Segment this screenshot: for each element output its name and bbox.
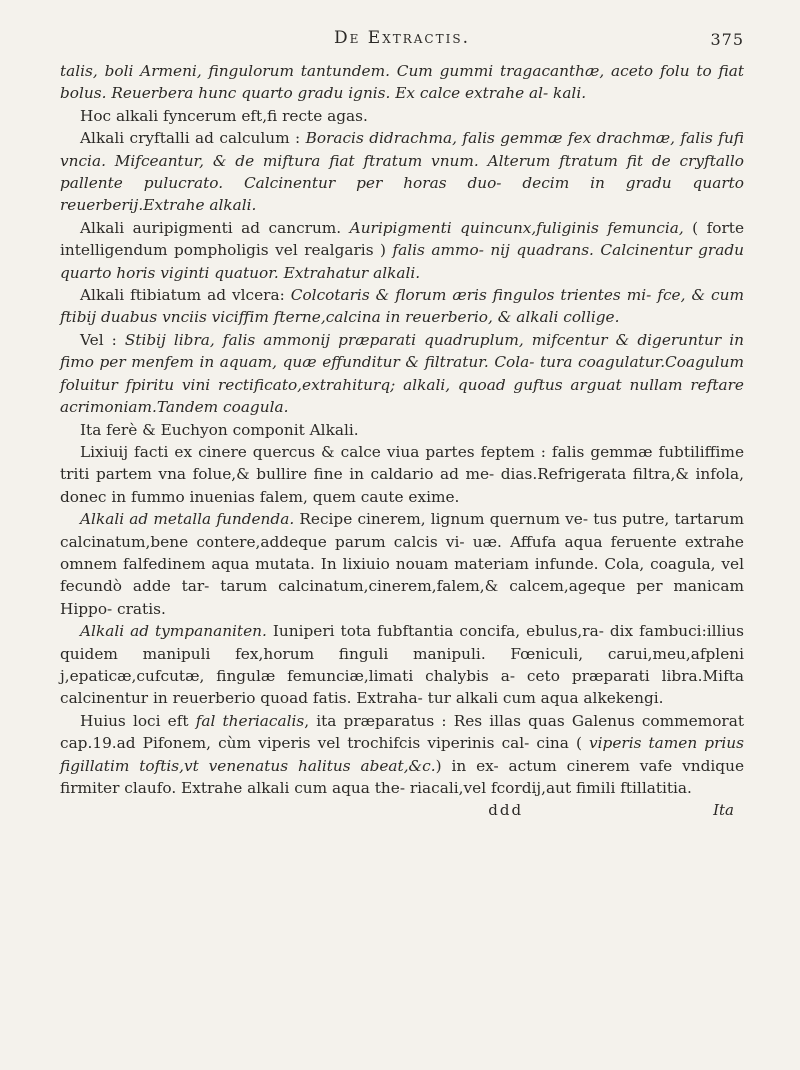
page-header [60,22,744,60]
paragraph [60,441,744,508]
page-number: 375 [710,30,744,49]
italic-text-segment: Alkali ad tympananiten. [80,622,273,641]
italic-text-segment: falis ammo- nij quadrans. Calcinentur gradu quarto horis viginti quatuor. Extrahatur alkali. [60,241,744,282]
paragraph [60,710,744,800]
paragraph [60,60,744,105]
italic-text-segment: Boracis didrachma, falis gemmæ fex drachmæ, falis fufi vncia. Mifceantur, & de miftura fiat ftratum vnum. Alterum ftratum fit de cryftallo pallente pulucrato. Calcinentur per horas duo- decim in gradu quarto reuerberij.Extrahe alkali. [60,129,744,215]
running-head: De Extractis. [333,28,470,48]
paragraph [60,329,744,419]
text-segment: Hoc alkali fyncerum eft,fi recte agas. [80,106,368,125]
italic-text-segment: Stibij libra, falis ammonij præparati quadruplum, mifcentur & digeruntur in fimo per menfem in aquam, quæ effunditur & filtratur. Cola- tura coagulatur.Coagulum foluitur fpiritu vini rectificato,extrahiturq; alkali, quoad guftus arguat nullam reftare acrimoniam.Tandem coagula. [60,330,744,417]
text-segment: Recipe cinerem, lignum quernum ve- tus putre, tartarum calcinatum,bene contere,addeque parum calcis vi- uæ. Affufa aqua feruente extrahe omnem falfedinem aqua mutata. In lixiuio nouam materiam infunde. Cola, coagula, vel fecundò adde tar- tarum calcinatum,cinerem,falem,& calcem,ageque per manicam Hippo- cratis. [60,510,744,618]
paragraph [60,284,744,329]
paragraph [60,508,744,620]
italic-text-segment: Auripigmenti quincunx,fuliginis femuncia, [349,218,693,237]
text-segment: Lixiuij facti ex cinere quercus & calce viua partes feptem : falis gemmæ fubtiliffime triti partem vna folue,& bullire fine in caldario ad me- dias.Refrigerata filtra,& infola, donec in fummo inuenias falem, quem caute exime. [60,442,744,506]
paragraph [60,127,744,217]
paragraph [60,217,744,284]
catchword: Ita [713,801,734,820]
paragraph [60,620,744,710]
text-segment: Alkali cryftalli ad calculum : [80,129,306,148]
italic-text-segment: viperis tamen prius figillatim toftis,vt venenatus halitus abeat,&c. [60,734,744,775]
text-segment: ( forte intelligendum pompholigis vel realgaris ) [60,218,744,260]
text-segment: Iuniperi tota fubftantia concifa, ebulus,ra- dix fambuci:illius quidem manipuli fex,horum finguli manipuli. Fœniculi, carui,meu,afpleni j,epaticæ,cufcutæ, fingulæ femunciæ,limati chalybis a- ceto præparati libra.Mifta calcinentur in reuerberio quoad fatis. Extraha- tur alkali cum aqua alkekengi. [60,622,744,708]
body-text [60,60,744,799]
text-segment: Huius loci eft [80,711,196,730]
text-segment: , ita præparatus : Res illas quas Galenus commemorat cap.19.ad Pifonem, cùm viperis vel trochifcis viperinis cal- cina ( [60,711,744,753]
footer-line [60,801,744,819]
italic-text-segment: talis, boli Armeni, fingulorum tantundem. Cum gummi tragacanthæ, aceto folu to fiat bolus. Reuerbera hunc quarto gradu ignis. Ex calce extrahe al- kali. [60,62,744,103]
italic-text-segment: Alkali ad metalla fundenda. [80,510,300,529]
italic-text-segment: Colcotaris & florum æris fingulos trientes mi- fce, & cum ftibij duabus vnciis viciffim fterne,calcina in reuerberio, & alkali collige. [60,286,744,327]
paragraph [60,105,744,127]
text-segment: Alkali ftibiatum ad vlcera: [80,286,291,305]
text-segment: ) in ex- actum cinerem vafe vndique firmiter claufo. Extrahe alkali cum aqua the- riacali,vel fcordij,aut fimili ftillatitia. [60,756,744,797]
signature-mark: ddd [488,801,524,820]
text-segment: Ita ferè & Euchyon componit Alkali. [80,420,359,439]
italic-text-segment: fal theriacalis [195,711,305,730]
paragraph [60,419,744,441]
text-segment: Alkali auripigmenti ad cancrum. [80,218,350,237]
text-segment: Vel : [80,330,125,349]
